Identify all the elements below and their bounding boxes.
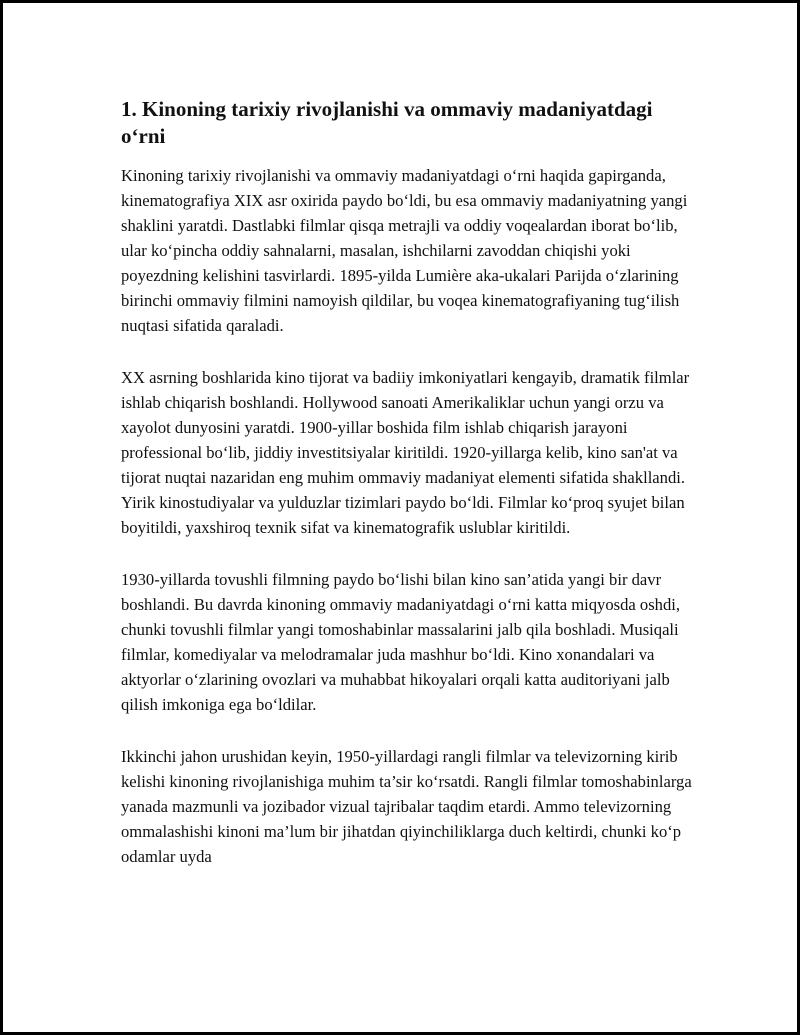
paragraph-1: Kinoning tarixiy rivojlanishi va ommaviy madaniyatdagi o‘rni haqida gapirganda, kinematografiya XIX asr oxirida paydo bo‘ldi, bu esa ommaviy madaniyatning yangi shaklini yaratdi. Dastlabki filmlar qisqa metrajli va oddiy voqealardan iborat bo‘lib, ular ko‘pincha oddiy sahnalarni, masalan, ishchilarni zavoddan chiqishi yoki poyezdning kelishini tasvirlardi. 1895-yilda Lumière aka-ukalari Parijda o‘zlarining birinchi ommaviy filmini namoyish qildilar, bu voqea kinematografiyaning tug‘ilish nuqtasi sifatida qaraladi. [121,166,688,335]
document-body [121,96,697,896]
paragraph-3: 1930-yillarda tovushli filmning paydo bo‘lishi bilan kino san’atida yangi bir davr boshlandi. Bu davrda kinoning ommaviy madaniyatdagi o‘rni katta miqyosda oshdi, chunki tovushli filmlar yangi tomoshabinlar massalarini jalb qila boshladi. Musiqali filmlar, komediyalar va melodramalar juda mashhur bo‘ldi. Kino xonandalari va aktyorlar o‘zlarining ovozlari va muhabbat hikoyalari orqali katta auditoriyani jalb qilish imkoniga ega bo‘ldilar. [121,570,681,714]
section-heading: 1. Kinoning tarixiy rivojlanishi va ommaviy madaniyatdagi o‘rni [121,97,653,148]
paragraph-4: Ikkinchi jahon urushidan keyin, 1950-yillardagi rangli filmlar va televizorning kirib kelishi kinoning rivojlanishiga muhim ta’sir ko‘rsatdi. Rangli filmlar tomoshabinlarga yanada mazmunli va jozibador vizual tajribalar taqdim etardi. Ammo televizorning ommalashishi kinoni ma’lum bir jihatdan qiyinchiliklarga duch keltirdi, chunki ko‘p odamlar uyda [121,747,692,866]
paragraph-2: XX asrning boshlarida kino tijorat va badiiy imkoniyatlari kengayib, dramatik filmlar ishlab chiqarish boshlandi. Hollywood sanoati Amerikaliklar uchun yangi orzu va xayolot dunyosini yaratdi. 1900-yillar boshida film ishlab chiqarish jarayoni professional bo‘lib, jiddiy investitsiyalar kiritildi. 1920-yillarga kelib, kino san'at va tijorat nuqtai nazaridan eng muhim ommaviy madaniyat elementi sifatida shakllandi. Yirik kinostudiyalar va yulduzlar tizimlari paydo bo‘ldi. Filmlar ko‘proq syujet bilan boyitildi, yaxshiroq texnik sifat va kinematografik uslublar kiritildi. [121,368,690,537]
